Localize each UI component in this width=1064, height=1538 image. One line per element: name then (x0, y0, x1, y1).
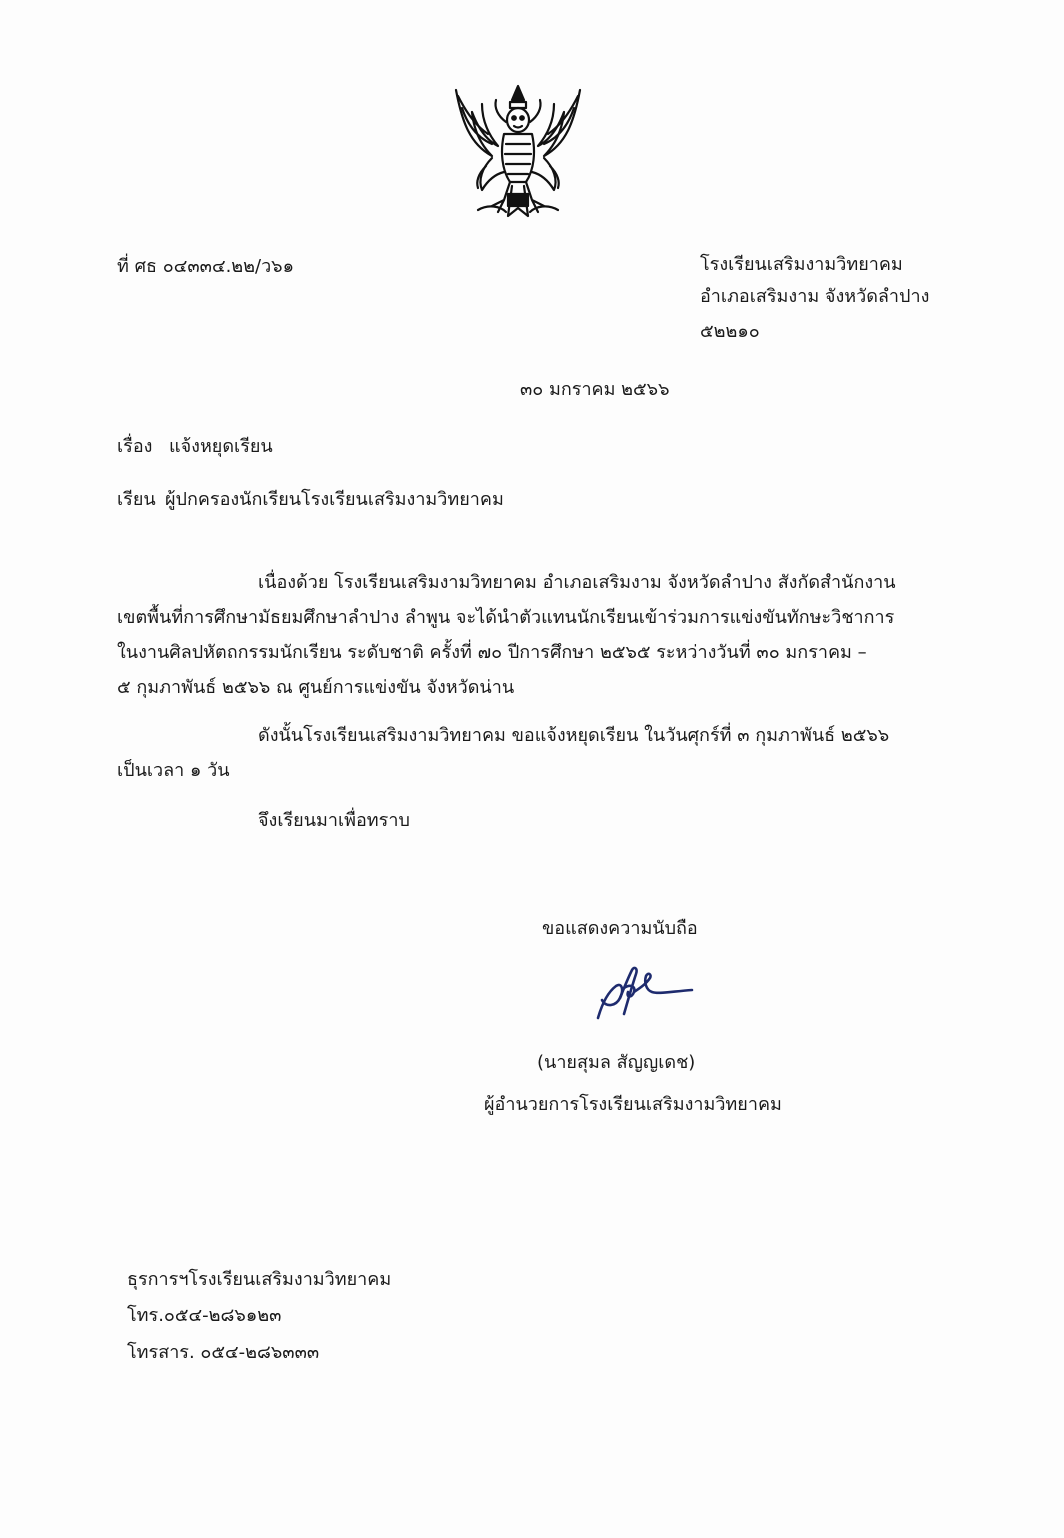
closing-phrase: ขอแสดงความนับถือ (542, 918, 698, 939)
reference-number: ที่ ศธ ๐๔๓๓๔.๒๒/ว๖๑ (117, 256, 295, 277)
paragraph-line: เป็นเวลา ๑ วัน (117, 760, 230, 781)
paragraph-line: ๕ กุมภาพันธ์ ๒๕๖๖ ณ ศูนย์การแข่งขัน จังหวัดน่าน (117, 677, 515, 698)
paragraph-line: ในงานศิลปหัตถกรรมนักเรียน ระดับชาติ ครั้งที่ ๗๐ ปีการศึกษา ๒๕๖๕ ระหว่างวันที่ ๓๐ มกราคม – (117, 642, 867, 663)
subject-label: เรื่อง (117, 436, 153, 457)
footer-phone: โทร.๐๕๔-๒๘๖๑๒๓ (127, 1305, 282, 1326)
salutation-line (117, 491, 504, 509)
sender-name: โรงเรียนเสริมงามวิทยาคม (700, 254, 903, 275)
footer-fax: โทรสาร. ๐๕๔-๒๘๖๓๓๓ (127, 1342, 320, 1363)
subject-value: แจ้งหยุดเรียน (169, 436, 273, 457)
footer-office: ธุรการฯโรงเรียนเสริมงามวิทยาคม (127, 1269, 392, 1290)
body-paragraph-1 (117, 565, 962, 705)
paragraph-line: เขตพื้นที่การศึกษามัธยมศึกษาลำปาง ลำพูน จะได้นำตัวแทนนักเรียนเข้าร่วมการแข่งขันทักษะวิชาการ (117, 607, 895, 628)
paragraph-line: เนื่องด้วย โรงเรียนเสริมงามวิทยาคม อำเภอเสริมงาม จังหวัดลำปาง สังกัดสำนักงาน (258, 572, 896, 593)
body-paragraph-2 (117, 718, 962, 788)
salutation-label: เรียน (117, 489, 156, 510)
signer-name: (นายสุมล สัญญเดช) (537, 1052, 696, 1073)
paragraph-line: ดังนั้นโรงเรียนเสริมงามวิทยาคม ขอแจ้งหยุดเรียน ในวันศุกร์ที่ ๓ กุมภาพันธ์ ๒๕๖๖ (258, 725, 890, 746)
sender-district-province: อำเภอเสริมงาม จังหวัดลำปาง (700, 286, 930, 307)
signature-mark (588, 948, 700, 1028)
garuda-emblem-icon (448, 82, 588, 222)
letter-date: ๓๐ มกราคม ๒๕๖๖ (520, 379, 670, 400)
sender-postal-code: ๕๒๒๑๐ (700, 321, 760, 342)
signer-position: ผู้อำนวยการโรงเรียนเสริมงามวิทยาคม (484, 1094, 782, 1115)
salutation-value: ผู้ปกครองนักเรียนโรงเรียนเสริมงามวิทยาคม (165, 489, 504, 510)
subject-line (117, 438, 273, 456)
body-paragraph-3: จึงเรียนมาเพื่อทราบ (258, 810, 410, 831)
